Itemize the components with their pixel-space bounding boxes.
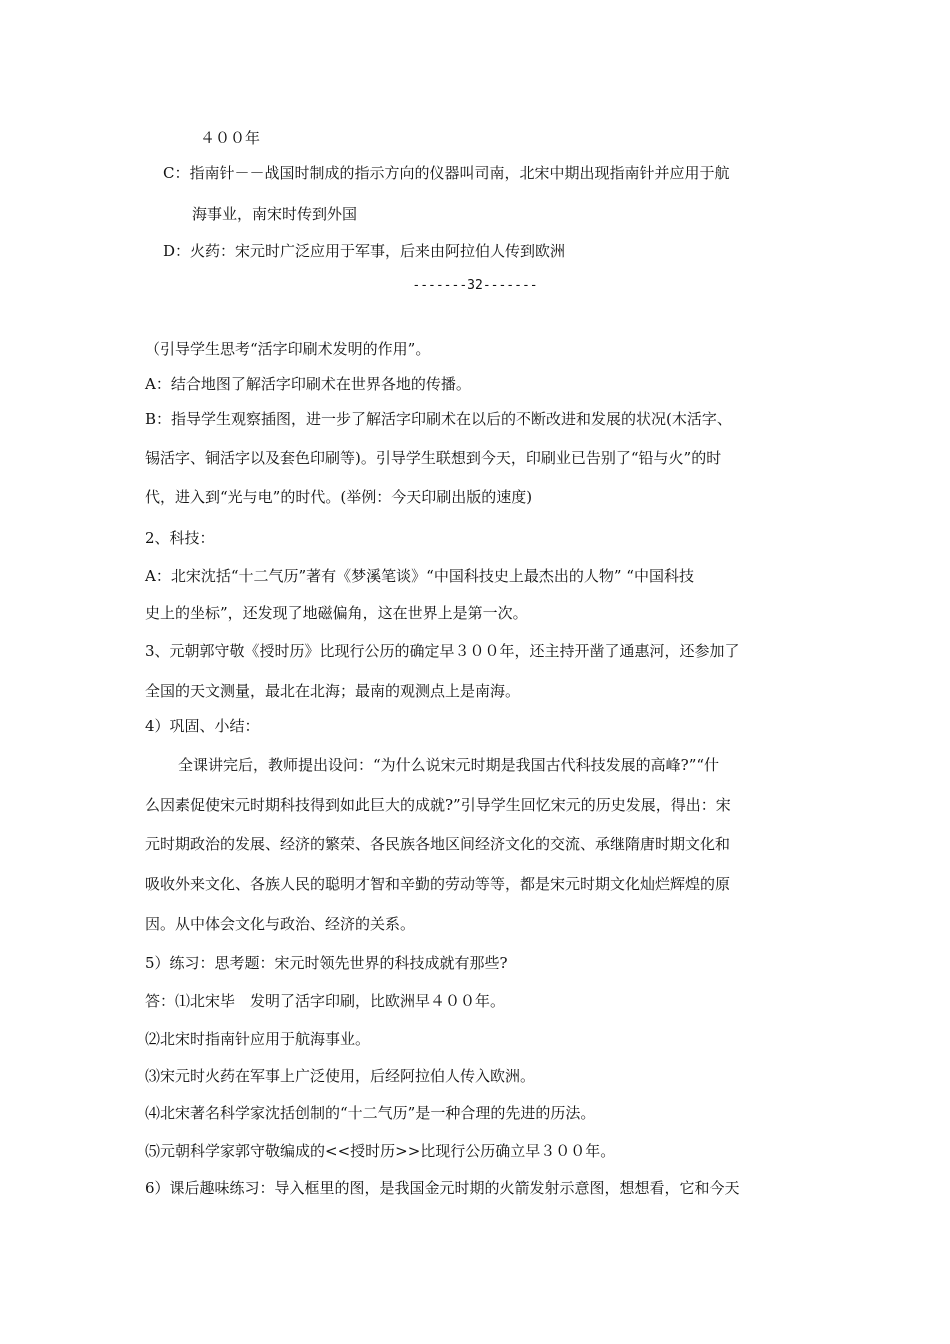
text-line: 锡活字、铜活字以及套色印刷等)。引导学生联想到今天，印刷业已告别了“铅与火”的时 bbox=[145, 449, 722, 467]
text-line: 3、元朝郭守敬《授时历》比现行公历的确定早３００年，还主持开凿了通惠河，还参加了 bbox=[145, 642, 740, 660]
text-line: 代，进入到“光与电”的时代。(举例：今天印刷出版的速度) bbox=[145, 488, 533, 506]
text-line: B：指导学生观察插图，进一步了解活字印刷术在以后的不断改进和发展的状况(木活字、 bbox=[145, 410, 732, 428]
text-line: （引导学生思考“活字印刷术发明的作用”。 bbox=[145, 340, 431, 358]
text-line: 元时期政治的发展、经济的繁荣、各民族各地区间经济文化的交流、承继隋唐时期文化和 bbox=[145, 835, 731, 853]
text-line: ⑷北宋著名科学家沈括创制的“十二气历”是一种合理的先进的历法。 bbox=[145, 1104, 596, 1122]
text-line: C：指南针－－战国时制成的指示方向的仪器叫司南，北宋中期出现指南针并应用于航 bbox=[163, 164, 730, 182]
text-line: ⑵北宋时指南针应用于航海事业。 bbox=[145, 1030, 371, 1048]
text-line: A：北宋沈括“十二气历”著有《梦溪笔谈》“中国科技史上最杰出的人物” “中国科技 bbox=[145, 567, 694, 585]
text-line: 全国的天文测量，最北在北海；最南的观测点上是南海。 bbox=[145, 682, 521, 700]
text-line: 全课讲完后，教师提出设问：“为什么说宋元时期是我国古代科技发展的高峰?”“什 bbox=[178, 756, 720, 774]
text-line: 吸收外来文化、各族人民的聪明才智和辛勤的劳动等等，都是宋元时期文化灿烂辉煌的原 bbox=[145, 875, 731, 893]
text-line: ⑸元朝科学家郭守敬编成的<<授时历>>比现行公历确立早３００年。 bbox=[145, 1142, 616, 1160]
text-line: 么因素促使宋元时期科技得到如此巨大的成就?”引导学生回忆宋元的历史发展，得出：宋 bbox=[145, 796, 731, 814]
text-line: 海事业，南宋时传到外国 bbox=[192, 205, 358, 223]
text-line: 5）练习：思考题：宋元时领先世界的科技成就有那些? bbox=[145, 954, 508, 972]
text-line: 史上的坐标”，还发现了地磁偏角，这在世界上是第一次。 bbox=[145, 604, 528, 622]
page-number: -------32------- bbox=[412, 278, 538, 293]
text-line: D：火药：宋元时广泛应用于军事，后来由阿拉伯人传到欧洲 bbox=[163, 242, 566, 260]
text-line: ４００年 bbox=[200, 129, 261, 147]
text-line: 6）课后趣味练习：导入框里的图，是我国金元时期的火箭发射示意图，想想看，它和今天 bbox=[145, 1179, 740, 1197]
text-line: 4）巩固、小结： bbox=[145, 717, 260, 735]
text-line: A：结合地图了解活字印刷术在世界各地的传播。 bbox=[145, 375, 471, 393]
text-line: ⑶宋元时火药在军事上广泛使用，后经阿拉伯人传入欧洲。 bbox=[145, 1067, 536, 1085]
text-line: 答：⑴北宋毕 发明了活字印刷，比欧洲早４００年。 bbox=[145, 992, 506, 1010]
text-line: 因。从中体会文化与政治、经济的关系。 bbox=[145, 915, 416, 933]
text-line: 2、科技： bbox=[145, 529, 215, 547]
